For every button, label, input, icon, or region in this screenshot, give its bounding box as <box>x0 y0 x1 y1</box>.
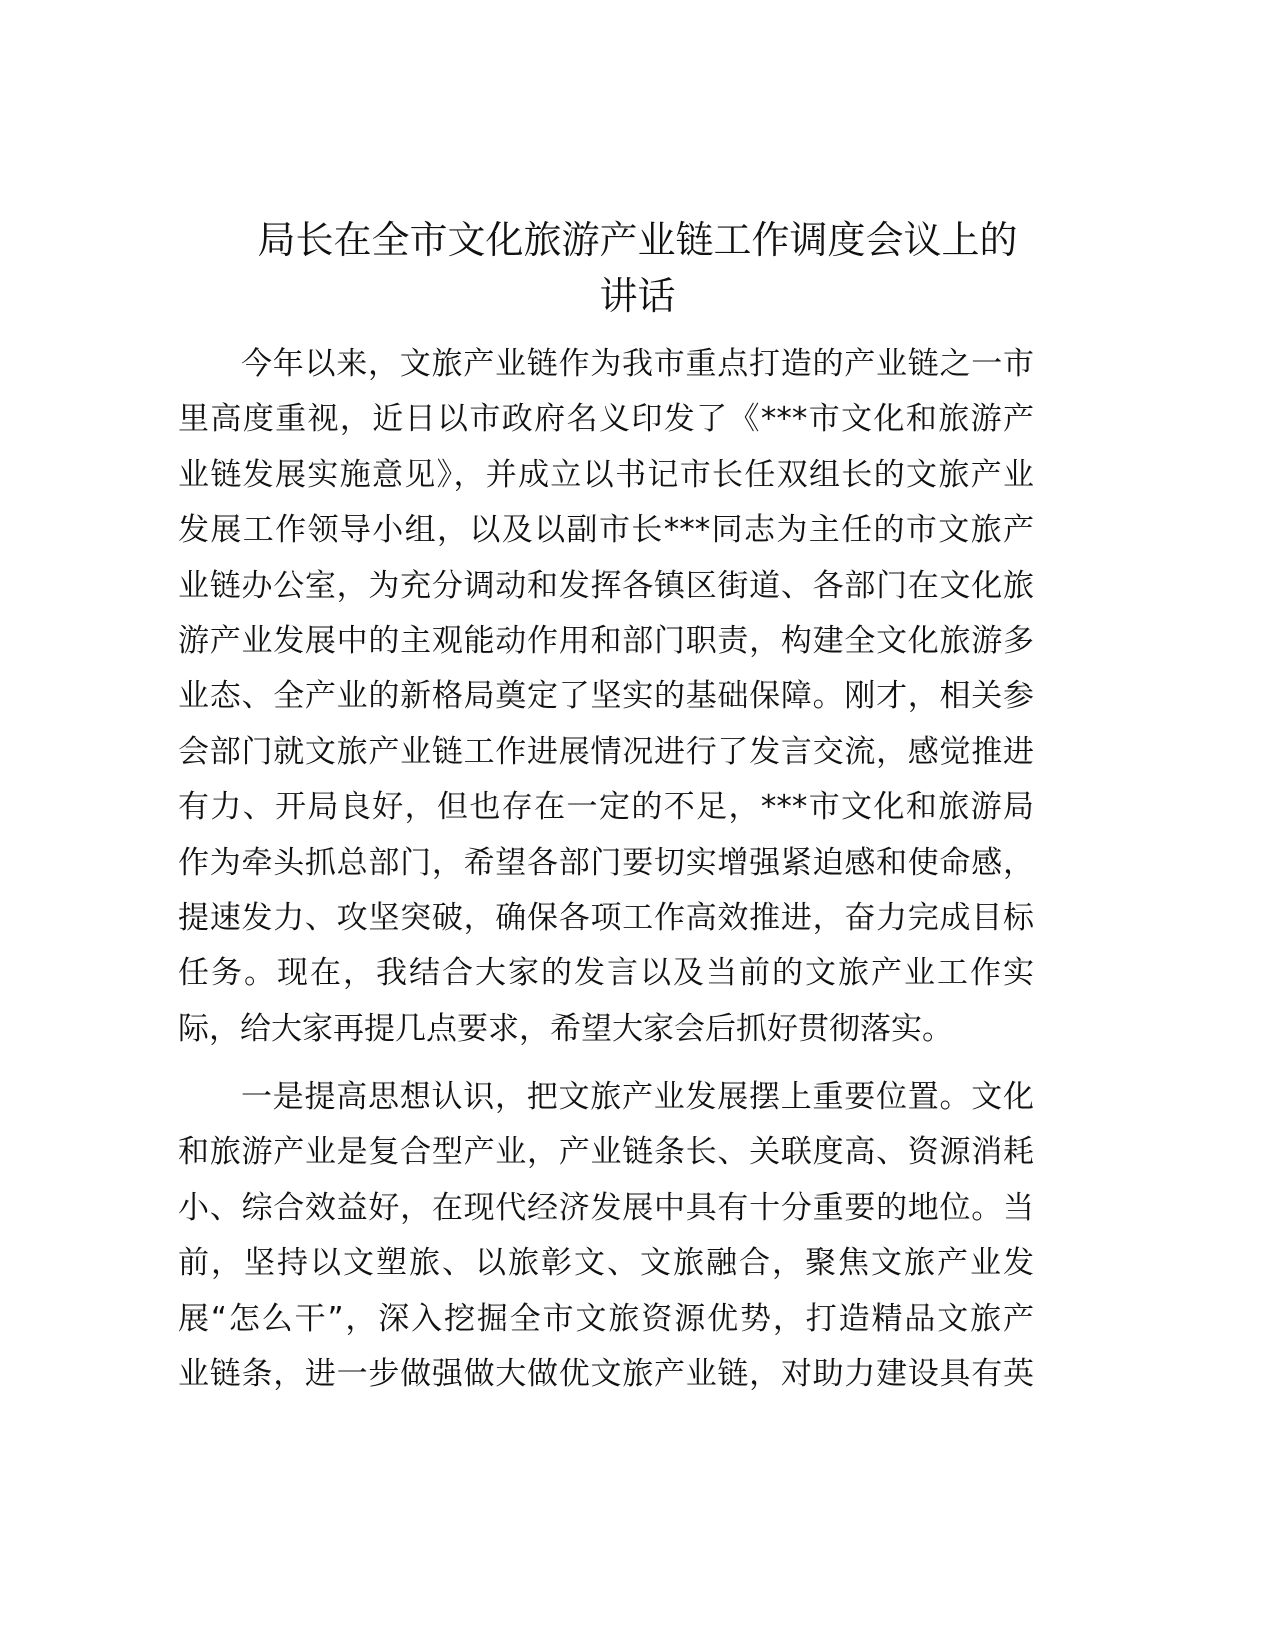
paragraph-intro <box>178 337 1034 1057</box>
document-title <box>150 212 1125 324</box>
text-line: 展“怎么干”，深入挖掘全市文旅资源优势，打造精品文旅产 <box>178 1300 1034 1337</box>
text-line: 会部门就文旅产业链工作进展情况进行了发言交流，感觉推进 <box>178 733 1034 770</box>
text-line: 业态、全产业的新格局奠定了坚实的基础保障。刚才，相关参 <box>178 678 1034 715</box>
text-line: 发展工作领导小组，以及以副市长***同志为主任的市文旅产 <box>178 512 1034 549</box>
text-line: 小、综合效益好，在现代经济发展中具有十分重要的地位。当 <box>178 1189 1034 1226</box>
text-line: 业链发展实施意见》，并成立以书记市长任双组长的文旅产业 <box>178 456 1034 493</box>
title-line: 讲话 <box>599 274 676 318</box>
text-line: 里高度重视，近日以市政府名义印发了《***市文化和旅游产 <box>178 401 1034 438</box>
text-line: 业链条，进一步做强做大做优文旅产业链，对助力建设具有英 <box>178 1355 1034 1392</box>
text-line: 游产业发展中的主观能动作用和部门职责，构建全文化旅游多 <box>178 622 1034 659</box>
text-line: 业链办公室，为充分调动和发挥各镇区街道、各部门在文化旅 <box>178 567 1034 604</box>
title-line: 局长在全市文化旅游产业链工作调度会议上的 <box>257 218 1018 262</box>
text-line: 任务。现在，我结合大家的发言以及当前的文旅产业工作实 <box>178 955 1034 992</box>
text-line: 际，给大家再提几点要求，希望大家会后抓好贯彻落实。 <box>178 1010 953 1047</box>
text-line: 和旅游产业是复合型产业，产业链条长、关联度高、资源消耗 <box>178 1134 1034 1171</box>
text-line: 有力、开局良好，但也存在一定的不足，***市文化和旅游局 <box>178 789 1034 826</box>
text-line: 提速发力、攻坚突破，确保各项工作高效推进，奋力完成目标 <box>178 899 1034 936</box>
text-line: 今年以来，文旅产业链作为我市重点打造的产业链之一市 <box>241 346 1034 382</box>
text-line: 前，坚持以文塑旅、以旅彰文、文旅融合，聚焦文旅产业发 <box>178 1245 1034 1282</box>
text-line: 作为牵头抓总部门，希望各部门要切实增强紧迫感和使命感， <box>178 844 1034 881</box>
paragraph-point-one <box>178 1070 1034 1402</box>
text-line: 一是提高思想认识，把文旅产业发展摆上重要位置。文化 <box>241 1079 1034 1115</box>
